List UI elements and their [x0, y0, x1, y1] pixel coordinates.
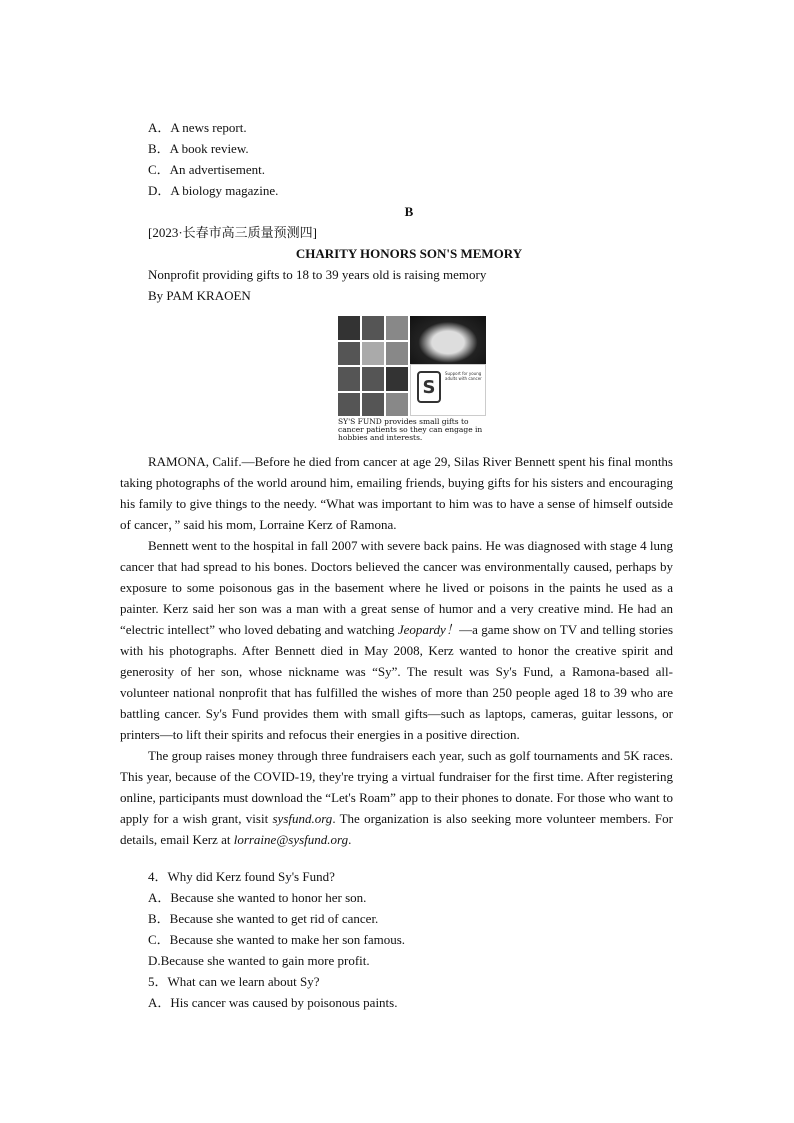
logo-note: Support for young adults with cancer [445, 371, 482, 381]
article-photo [338, 316, 486, 442]
option-c: C．An advertisement. [148, 162, 265, 177]
option-b: B．A book review. [148, 141, 249, 156]
article-body [120, 451, 673, 850]
paragraph-1: RAMONA, Calif.—Before he died from cancer at age 29, Silas River Bennett spent his final months taking photographs of the world around him, emailing friends, buying gifts for his sisters and encouraging his family to give things to the needy. “What was important to him was to have a sense of himself outside of cancer，” said his mom, Lorraine Kerz of Ramona. [120, 454, 673, 532]
q4-option-a: A．Because she wanted to honor her son. [148, 890, 367, 905]
q4-option-d: D.Because she wanted to gain more profit. [148, 953, 370, 968]
paragraph-3: The group raises money through three fundraisers each year, such as golf tournaments and 5K races. This year, because of the COVID-19, they're trying a virtual fundraiser for the first time. After registering online, participants must download the “Let's Roam” app to their phones to donate. For those who want to apply for a wish grant, visit sysfund.org. The organization is also seeking more volunteer members. For details, email Kerz at lorraine@sysfund.org. [120, 748, 673, 847]
paragraph-2: Bennett went to the hospital in fall 2007 with severe back pains. He was diagnosed with stage 4 lung cancer that had spread to his bones. Doctors believed the cancer was environmentally caused, perhaps by exposure to some poisonous gas in the basement where he lived or poisons in the paints he used as a painter. Kerz said her son was a man with a great sense of humor and a very creative mind. He had an “electric intellect” who loved debating and watching Jeopardy！—a game show on TV and telling stories with his photographs. After Bennett died in May 2008, Kerz wanted to honor the creative spirit and generosity of her son, whose nickname was “Sy”. The result was Sy's Fund, a Ramona-based all-volunteer national nonprofit that has fulfilled the wishes of more than 250 people aged 18 to 39 who are battling cancer. Sy's Fund provides them with small gifts—such as laptops, cameras, guitar lessons, or printers—to lift their spirits and refocus their energies in a positive direction. [120, 538, 674, 742]
option-d: D．A biology magazine. [148, 183, 279, 198]
article-byline: By PAM KRAOEN [148, 288, 251, 303]
section-letter: B [404, 204, 414, 219]
photo-caption: SY'S FUND provides small gifts to cancer patients so they can engage in hobbies and interests. [338, 417, 483, 442]
sys-fund-logo-icon: S [417, 371, 441, 403]
website: sysfund.org [272, 811, 333, 826]
photo-collage [338, 316, 408, 416]
q4-option-b: B．Because she wanted to get rid of cancer. [148, 911, 379, 926]
q5-question: 5．What can we learn about Sy? [148, 974, 320, 989]
article-subhead: Nonprofit providing gifts to 18 to 39 years old is raising memory [148, 267, 487, 282]
q4-question: 4．Why did Kerz found Sy's Fund? [148, 869, 335, 884]
portrait-image [410, 316, 486, 364]
show-title: Jeopardy！ [397, 622, 460, 637]
option-a: A．A news report. [148, 120, 247, 135]
source-tag: [2023·长春市高三质量预测四] [148, 225, 317, 240]
q5-option-a: A．His cancer was caused by poisonous paints. [148, 995, 398, 1010]
article-headline: CHARITY HONORS SON'S MEMORY [295, 246, 523, 261]
email-address: lorraine@sysfund.org [233, 832, 349, 847]
q4-option-c: C．Because she wanted to make her son famous. [148, 932, 406, 947]
